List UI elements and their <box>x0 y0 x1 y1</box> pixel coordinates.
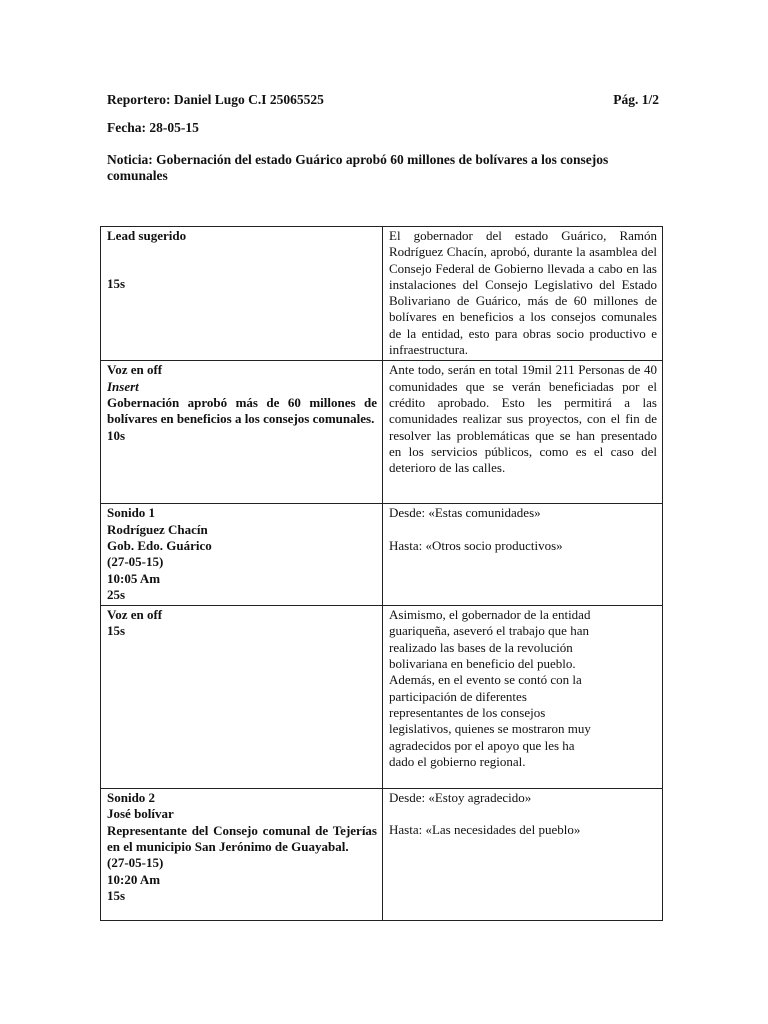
table-row <box>101 789 663 921</box>
recording-time: 10:05 Am <box>107 570 161 586</box>
segment-duration: 15s <box>107 623 126 639</box>
row-content-cell <box>383 504 663 606</box>
row-content-cell: Asimismo, el gobernador de la entidad guariqueña, aseveró el trabajo que han realizado las bases de la revolución bolivariana en beneficio del pueblo. Además, en el evento se contó con la participación de diferentes representantes de los consejos legislativos, quienes se mostraron muy agradecidos por el apoyo que les ha dado el gobierno regional. <box>383 606 663 789</box>
row-label-cell <box>101 504 383 606</box>
speaker-name: José bolívar <box>107 806 174 822</box>
row-label-cell <box>101 227 383 361</box>
segment-title: Sonido 1 <box>107 505 156 521</box>
row-label-cell <box>101 361 383 504</box>
speaker-role: Representante del Consejo comunal de Tejerías en el municipio San Jerónimo de Guayabal. <box>107 822 377 855</box>
segment-duration: 10s <box>107 427 126 443</box>
segment-title: Lead sugerido <box>107 228 187 243</box>
script-table <box>100 226 663 921</box>
segment-title: Sonido 2 <box>107 790 156 806</box>
speaker-role: Gob. Edo. Guárico <box>107 537 212 553</box>
table-row <box>101 227 663 361</box>
recording-time: 10:20 Am <box>107 871 161 887</box>
row-label-cell <box>101 789 383 921</box>
segment-duration: 25s <box>107 586 126 602</box>
segment-title: Voz en off <box>107 362 163 378</box>
table-row <box>101 504 663 606</box>
recording-date: (27-05-15) <box>107 554 164 570</box>
row-label-cell <box>101 606 383 789</box>
insert-text: Gobernación aprobó más de 60 millones de bolívares en beneficios a los consejos comunales. <box>107 394 377 427</box>
recording-date: (27-05-15) <box>107 855 164 871</box>
row-content-cell: Ante todo, serán en total 19mil 211 Personas de 40 comunidades que se verán beneficiadas por el crédito aprobado. Esto les permitirá a las comunidades realizar sus proyectos, con el fin de resolver las problemáticas que se han presentado en los servicios públicos, como es el caso del deterioro de las calles. <box>383 361 663 504</box>
sound-to: Hasta: «Otros socio productivos» <box>389 537 563 553</box>
segment-duration: 15s <box>107 887 126 903</box>
reporter-line <box>107 92 659 108</box>
date-line: Fecha: 28-05-15 <box>107 120 199 135</box>
page-number: Pág. 1/2 <box>613 92 659 107</box>
sound-to: Hasta: «Las necesidades del pueblo» <box>389 822 581 838</box>
row-content-cell <box>383 789 663 921</box>
table-row <box>101 606 663 789</box>
table-row <box>101 361 663 504</box>
sound-from: Desde: «Estoy agradecido» <box>389 790 532 806</box>
headline: Noticia: Gobernación del estado Guárico aprobó 60 millones de bolívares a los consejos comunales <box>107 152 609 183</box>
segment-title: Voz en off <box>107 607 163 623</box>
row-content-cell: El gobernador del estado Guárico, Ramón Rodríguez Chacín, aprobó, durante la asamblea del Consejo Federal de Gobierno llevada a cabo en las instalaciones del Consejo Legislativo del Estado Bolivariano de Guárico, más de 60 millones de bolívares en beneficios a los consejos comunales de la entidad, esto para obras socio productivo e infraestructura. <box>383 227 663 361</box>
sound-from: Desde: «Estas comunidades» <box>389 505 541 521</box>
reporter-label: Reportero: Daniel Lugo C.I 25065525 <box>107 92 324 107</box>
speaker-name: Rodríguez Chacín <box>107 521 208 537</box>
insert-label: Insert <box>107 378 139 394</box>
segment-duration: 15s <box>107 276 126 292</box>
